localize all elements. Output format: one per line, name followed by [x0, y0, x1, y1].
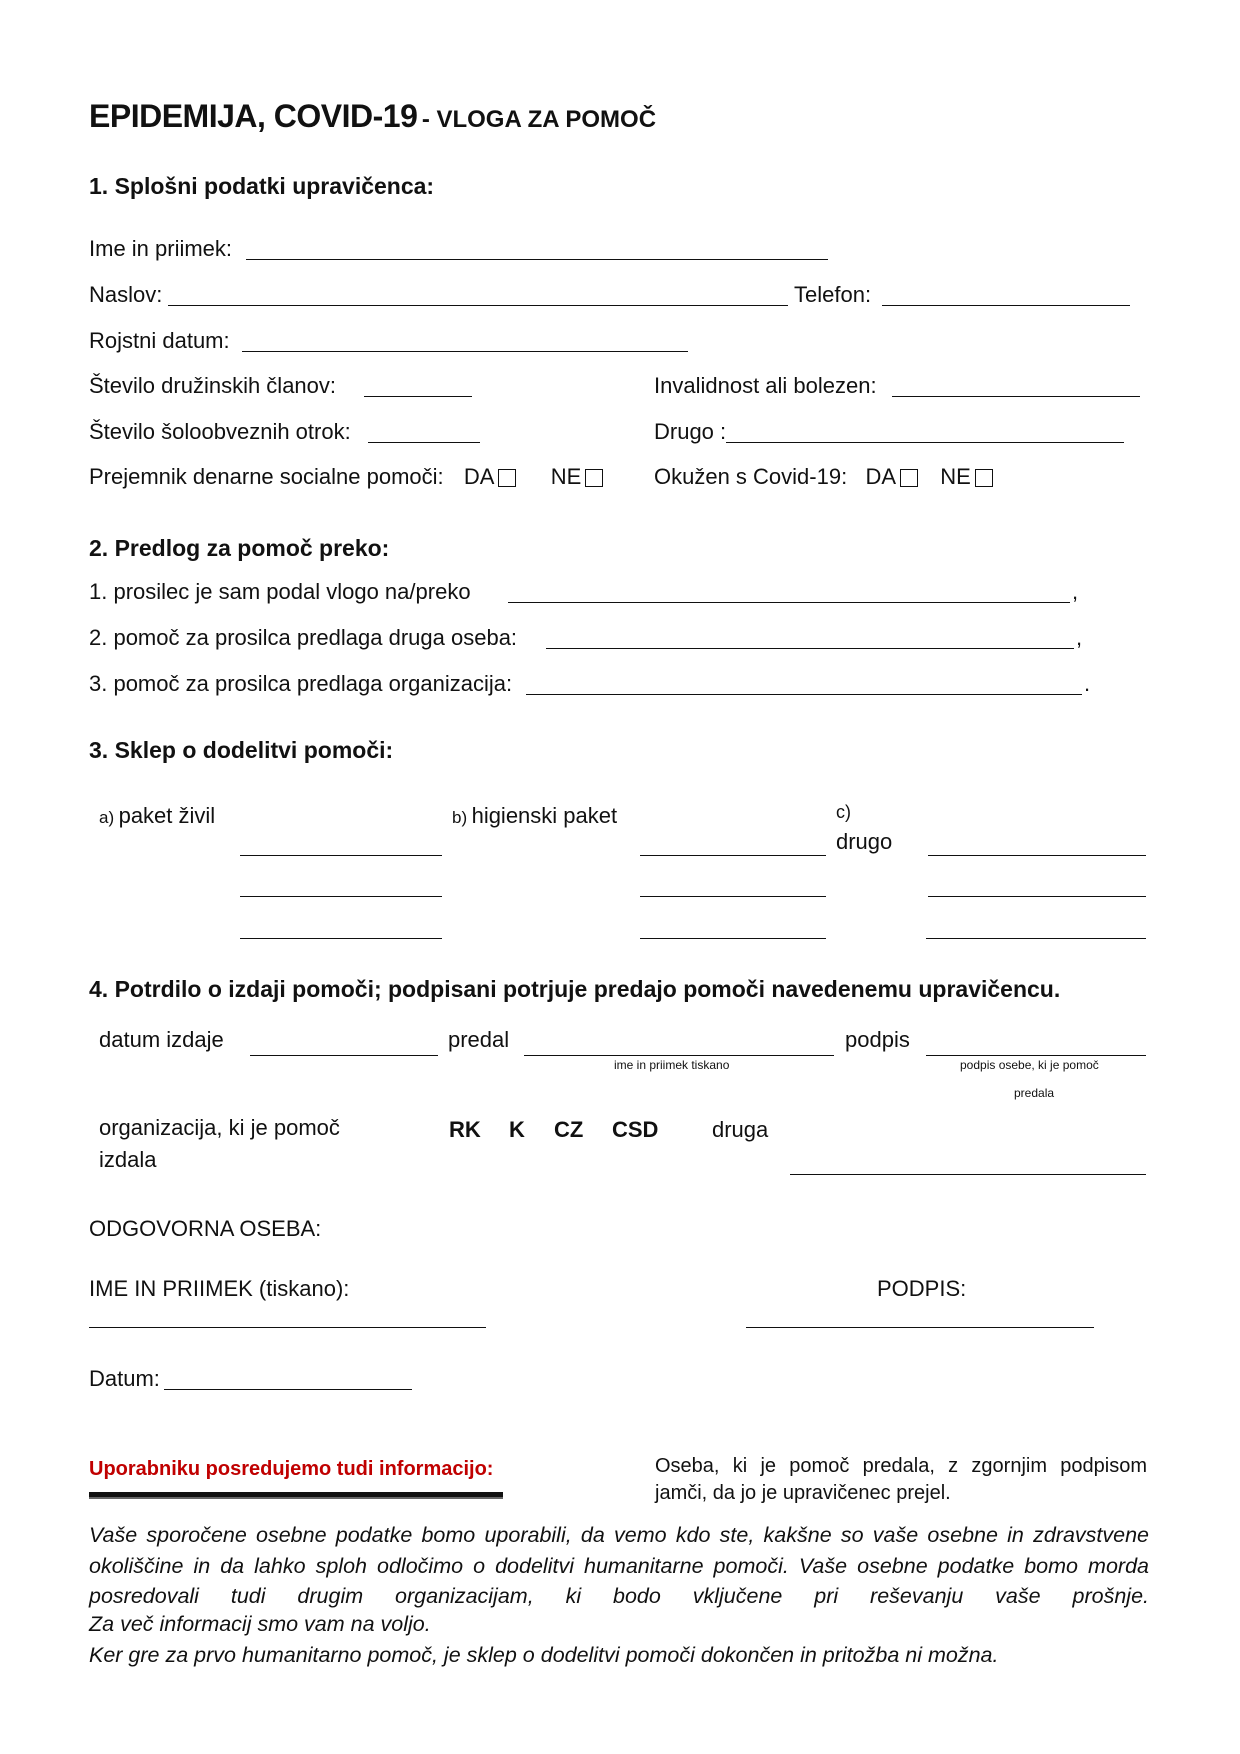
aid-b-letter: b) — [452, 808, 468, 827]
responsible-heading: ODGOVORNA OSEBA: — [89, 1216, 322, 1241]
disability-label: Invalidnost ali bolezen: — [654, 373, 877, 398]
other-field[interactable] — [726, 442, 1124, 443]
address-label: Naslov: — [89, 282, 163, 307]
aid-c-line-3[interactable] — [926, 938, 1146, 939]
family-field[interactable] — [364, 396, 472, 397]
signature-label: podpis — [845, 1027, 910, 1052]
info-line-2: Za več informacij smo vam na voljo. — [89, 1612, 431, 1636]
aid-c-line-2[interactable] — [928, 896, 1146, 897]
org-code-k[interactable]: K — [509, 1117, 525, 1142]
aid-a-line-3[interactable] — [240, 938, 442, 939]
welfare-no-label: NE — [550, 464, 582, 489]
covid-yes-checkbox[interactable] — [900, 469, 918, 487]
proposal-item-3: 3. pomoč za prosilca predlaga organizacija: — [89, 671, 513, 696]
proposal-field-1[interactable] — [508, 602, 1070, 603]
handed-label: predal — [448, 1027, 510, 1052]
aid-a — [99, 803, 215, 829]
schoolkids-field[interactable] — [368, 442, 480, 443]
aid-c-label: drugo — [836, 829, 893, 854]
family-label: Število družinskih članov: — [89, 373, 337, 398]
title-main: EPIDEMIJA, COVID-19 — [89, 98, 418, 134]
proposal-end-1: , — [1072, 579, 1079, 604]
page-title — [89, 98, 656, 135]
responsible-signature-label: PODPIS: — [877, 1276, 967, 1301]
aid-b-label: higienski paket — [471, 803, 618, 828]
responsible-name-label: IME IN PRIIMEK (tiskano): — [89, 1276, 350, 1301]
welfare-row — [89, 464, 603, 490]
schoolkids-label: Število šoloobveznih otrok: — [89, 419, 351, 444]
aid-b-line-3[interactable] — [640, 938, 826, 939]
section2-heading: 2. Predlog za pomoč preko: — [89, 535, 390, 561]
covid-label: Okužen s Covid-19: — [654, 464, 848, 489]
proposal-field-2[interactable] — [546, 648, 1074, 649]
signature-hint-2: predala — [1014, 1086, 1055, 1100]
org-code-csd[interactable]: CSD — [612, 1117, 659, 1142]
covid-no-label: NE — [940, 464, 971, 489]
org-other-field[interactable] — [790, 1174, 1146, 1175]
responsible-date-field[interactable] — [164, 1389, 412, 1390]
org-label-2: izdala — [99, 1147, 157, 1172]
aid-a-line-2[interactable] — [240, 896, 442, 897]
responsible-signature-field[interactable] — [746, 1327, 1094, 1328]
org-code-cz[interactable]: CZ — [554, 1117, 584, 1142]
covid-yes-label: DA — [865, 464, 897, 489]
info-paragraph: Vaše sporočene osebne podatke bomo uporabili, da vemo kdo ste, kakšne so vaše osebne in zdravstvene okoliščine in da lahko sploh odločimo o dodelitvi humanitarne pomoči. Vaše osebne podatke bomo morda posredovali tudi drugim organizacijam, ki bodo vključene pri reševanju vaše prošnje. — [89, 1523, 1149, 1608]
info-line-3: Ker gre za prvo humanitarno pomoč, je sklep o dodelitvi pomoči dokončen in pritožba ni možna. — [89, 1643, 999, 1667]
phone-field[interactable] — [882, 305, 1130, 306]
signature-hint-1: podpis osebe, ki je pomoč — [960, 1058, 1099, 1072]
responsible-name-field[interactable] — [89, 1327, 486, 1328]
address-field[interactable] — [168, 305, 788, 306]
handed-field[interactable] — [524, 1055, 834, 1056]
name-label: Ime in priimek: — [89, 236, 233, 261]
org-other-label: druga — [712, 1117, 769, 1142]
covid-no-checkbox[interactable] — [975, 469, 993, 487]
section1-heading: 1. Splošni podatki upravičenca: — [89, 173, 435, 199]
aid-a-letter: a) — [99, 808, 115, 827]
disability-field[interactable] — [892, 396, 1140, 397]
issue-date-field[interactable] — [250, 1055, 438, 1056]
proposal-field-3[interactable] — [526, 694, 1082, 695]
aid-c-line-1[interactable] — [928, 855, 1146, 856]
info-heading: Uporabniku posredujemo tudi informacijo: — [89, 1458, 494, 1480]
welfare-no-checkbox[interactable] — [585, 469, 603, 487]
issue-date-label: datum izdaje — [99, 1027, 224, 1052]
proposal-end-2: , — [1076, 625, 1083, 650]
signature-field[interactable] — [926, 1055, 1146, 1056]
title-sub: - VLOGA ZA POMOČ — [421, 106, 657, 133]
covid-row — [654, 464, 993, 490]
aid-c-letter: c) — [836, 802, 851, 822]
proposal-item-2: 2. pomoč za prosilca predlaga druga oseba: — [89, 625, 518, 650]
welfare-yes-checkbox[interactable] — [498, 469, 516, 487]
name-field[interactable] — [246, 259, 828, 260]
aid-b — [452, 803, 617, 829]
aid-a-label: paket živil — [118, 803, 216, 828]
dob-field[interactable] — [242, 351, 688, 352]
phone-label: Telefon: — [794, 282, 872, 307]
proposal-item-1: 1. prosilec je sam podal vlogo na/preko — [89, 579, 471, 604]
welfare-label: Prejemnik denarne socialne pomoči: — [89, 464, 444, 489]
aid-b-line-2[interactable] — [640, 896, 826, 897]
dob-label: Rojstni datum: — [89, 328, 230, 353]
org-code-rk[interactable]: RK — [449, 1117, 481, 1142]
section3-heading: 3. Sklep o dodelitvi pomoči: — [89, 737, 394, 763]
info-heading-underline — [89, 1492, 503, 1499]
responsible-date-label: Datum: — [89, 1366, 160, 1391]
org-label-1: organizacija, ki je pomoč — [99, 1115, 340, 1140]
other-label: Drugo : — [654, 419, 727, 444]
section4-heading: 4. Potrdilo o izdaji pomoči; podpisani potrjuje predajo pomoči navedenemu upravičencu. — [89, 976, 1061, 1002]
aid-b-line-1[interactable] — [640, 855, 826, 856]
aid-a-line-1[interactable] — [240, 855, 442, 856]
proposal-end-3: . — [1084, 671, 1091, 696]
handed-hint: ime in priimek tiskano — [614, 1058, 730, 1072]
welfare-yes-label: DA — [463, 464, 495, 489]
info-confirmation: Oseba, ki je pomoč predala, z zgornjim podpisom jamči, da jo je upravičenec prejel. — [655, 1455, 1147, 1504]
